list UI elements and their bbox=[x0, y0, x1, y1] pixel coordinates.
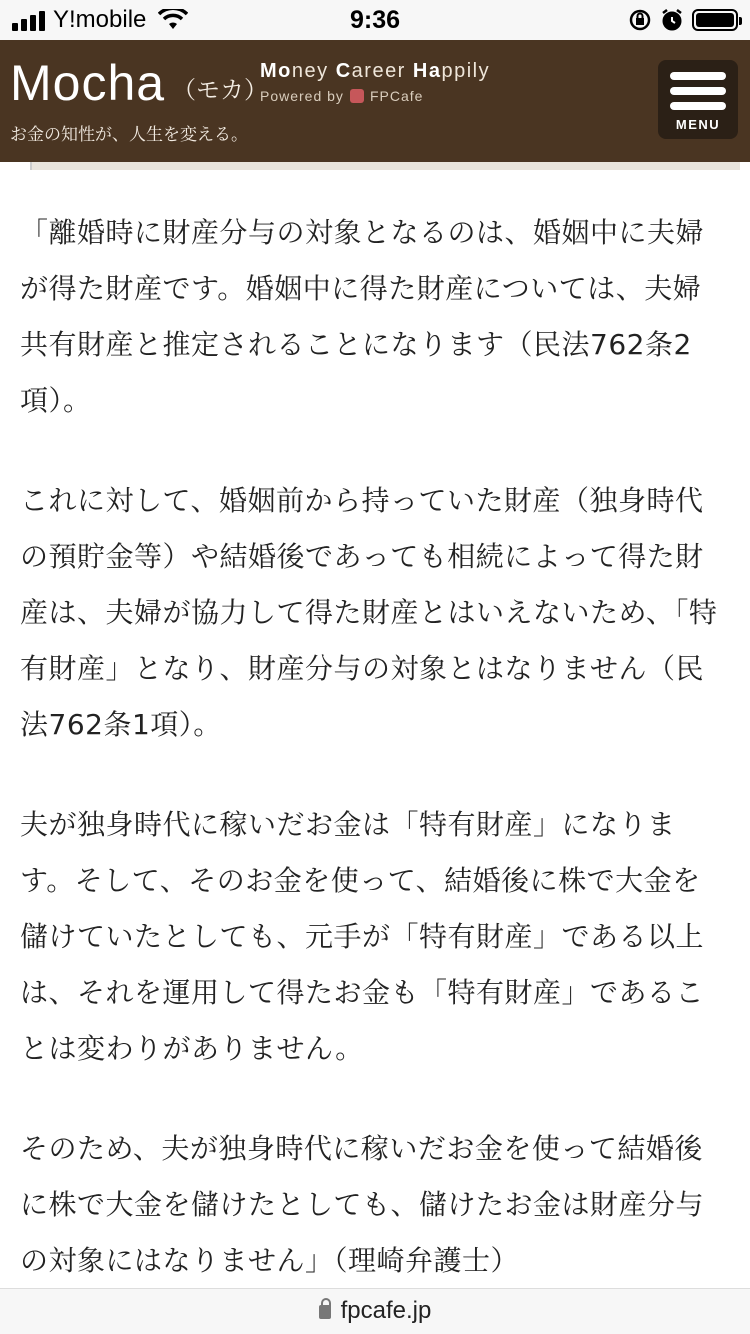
article-paragraph: 夫が独身時代に稼いだお金は「特有財産」になります。そして、そのお金を使って、結婚後に株で大金を儲けていたとしても、元手が「特有財産」である以上は、それを運用して得たお金も「特有財産」であることは変わりがありません。 bbox=[20, 808, 705, 1065]
url-display[interactable] bbox=[0, 1297, 750, 1325]
powered-by-label: Powered by bbox=[260, 88, 344, 104]
menu-label: MENU bbox=[675, 117, 721, 132]
alarm-icon bbox=[660, 8, 684, 32]
logo-kana: （モカ） bbox=[172, 76, 268, 104]
address-bar[interactable] bbox=[0, 1288, 750, 1334]
carrier-name: Y!mobile bbox=[53, 6, 147, 33]
article-paragraph: そのため、夫が独身時代に稼いだお金を使って結婚後に株で大金を儲けたとしても、儲けたお金は財産分与の対象にはなりません」（理崎弁護士） bbox=[20, 1132, 705, 1277]
clock: 9:36 bbox=[349, 6, 401, 34]
powered-by bbox=[260, 88, 423, 104]
article-paragraph: 「離婚時に財産分与の対象となるのは、婚姻中に夫婦が得た財産です。婚姻中に得た財産については、夫婦共有財産と推定されることになります（民法762条2項）。 bbox=[20, 216, 705, 417]
url-domain: fpcafe.jp bbox=[340, 1297, 432, 1324]
tagline: Money Career Happily bbox=[260, 60, 491, 82]
lock-icon bbox=[319, 1305, 331, 1319]
battery-icon bbox=[692, 9, 738, 31]
site-header bbox=[0, 40, 750, 162]
orientation-lock-icon bbox=[628, 8, 652, 32]
cafe-cup-icon bbox=[350, 89, 364, 103]
menu-button[interactable] bbox=[658, 60, 738, 139]
status-right bbox=[628, 8, 738, 32]
hamburger-icon-bar bbox=[670, 87, 726, 95]
status-bar bbox=[0, 0, 750, 40]
site-subtitle: お金の知性が、人生を変える。 bbox=[10, 125, 248, 145]
hamburger-icon bbox=[670, 72, 726, 80]
site-logo[interactable]: Mocha bbox=[10, 55, 166, 111]
article-paragraph: これに対して、婚姻前から持っていた財産（独身時代の預貯金等）や結婚後であっても相続によって得た財産は、夫婦が協力して得た財産とはいえないため、「特有財産」となり、財産分与の対象とはなりません（民法762条1項）。 bbox=[20, 484, 718, 741]
content-frame-edge bbox=[30, 162, 740, 170]
brand-name: FPCafe bbox=[369, 88, 424, 104]
article-body bbox=[20, 205, 720, 1333]
hamburger-icon-bar bbox=[670, 102, 726, 110]
